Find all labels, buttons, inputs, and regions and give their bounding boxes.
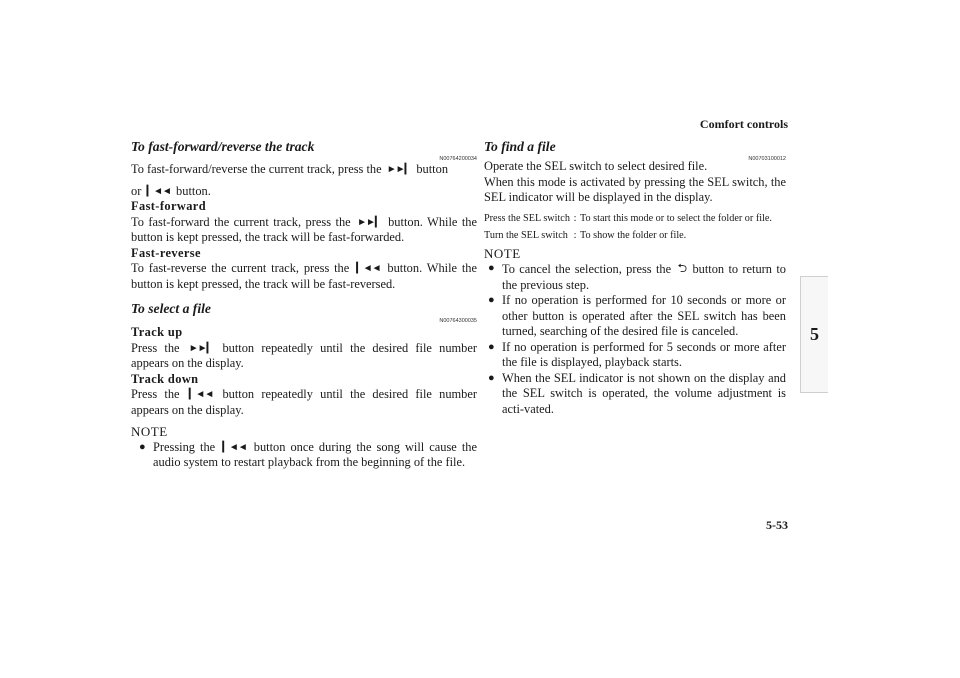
text-run: button. While the button is kept pressed, the track will be fast-reversed. (131, 261, 477, 291)
fast-intro-paragraph (131, 162, 477, 199)
section-title-fast: To fast-forward/reverse the track (131, 139, 315, 154)
fast-forward-paragraph (131, 215, 477, 246)
find-section-heading (484, 138, 786, 162)
switch-table (484, 212, 786, 246)
find-intro-1: Operate the SEL switch to select desired file. (484, 159, 708, 173)
text-run: button once during the song will cause the audio system to restart playback from the beginning of the file. (153, 439, 477, 469)
skip-forward-icon: ►►▎ (386, 164, 412, 175)
skip-back-icon: ▎◄◄ (356, 263, 381, 274)
note-list (131, 440, 477, 471)
separator: : (573, 212, 577, 224)
list-item: ● If no operation is performed for 10 seconds or more or other button is operated after the SEL switch has been turned, searching of the desired file is canceled. (484, 293, 786, 340)
text-run: To cancel the selection, press the (502, 262, 672, 276)
subheading-track-up: Track up (131, 325, 183, 339)
list-item (131, 440, 477, 471)
right-column (484, 138, 786, 417)
text-run: Pressing the (153, 439, 216, 454)
track-down-paragraph (131, 387, 477, 418)
section-code: N00764300035 (439, 318, 477, 324)
note-title: NOTE (484, 245, 521, 261)
section-title-select: To select a file (131, 301, 211, 316)
text-run: button repeatedly until the desired file number appears on the display. (131, 387, 477, 417)
subheading-fast-reverse: Fast-reverse (131, 245, 201, 260)
text-run: button repeatedly until the desired file number appears on the display. (131, 340, 477, 370)
note-title: NOTE (131, 424, 168, 439)
track-up-paragraph (131, 341, 477, 372)
skip-back-icon: ▎◄◄ (188, 389, 214, 400)
text-run: To fast-reverse the current track, press the (131, 261, 350, 275)
switch-action: Turn the SEL switch (484, 229, 568, 241)
skip-back-icon: ▎◄◄ (146, 185, 171, 197)
table-row (484, 212, 786, 229)
subheading-track-down: Track down (131, 371, 199, 386)
list-item: ● When the SEL indicator is not shown on the display and the SEL switch is operated, the volume adjustment is acti-vated. (484, 371, 786, 418)
chapter-tab: 5 (800, 276, 828, 393)
section-code: N00703100012 (748, 156, 786, 162)
text-run: To fast-forward the current track, press the (131, 214, 351, 229)
switch-action: Press the SEL switch (484, 212, 570, 224)
table-row (484, 229, 786, 246)
fast-reverse-paragraph (131, 261, 477, 292)
running-header: Comfort controls (699, 117, 788, 131)
list-item (484, 261, 786, 293)
skip-forward-icon: ►►▎ (188, 342, 214, 354)
note-list (484, 261, 786, 417)
switch-result: To start this mode or to select the folder or file. (580, 212, 772, 224)
text-run: button (416, 162, 449, 176)
skip-back-icon: ▎◄◄ (222, 441, 247, 453)
list-item: ● If no operation is performed for 5 seconds or more after the file is displayed, playback starts. (484, 340, 786, 371)
fast-section-heading (131, 138, 477, 162)
select-section-heading (131, 300, 477, 324)
find-intro-2: When this mode is activated by pressing the SEL switch, the SEL indicator will be displayed in the display. (484, 174, 786, 204)
switch-result: To show the folder or file. (580, 229, 687, 241)
text-run: button to return to the previous step. (502, 262, 786, 292)
separator: : (573, 229, 577, 241)
left-column (131, 138, 477, 471)
text-run: button. (176, 183, 211, 198)
text-run: To fast-forward/reverse the current track, press the (131, 162, 382, 176)
text-run: Press the (131, 340, 180, 355)
section-code: N00764200034 (439, 156, 477, 162)
subheading-fast-forward: Fast-forward (131, 199, 206, 213)
return-arrow-icon: ⮌ (677, 261, 687, 275)
text-run: Press the (131, 387, 180, 401)
text-run: or (131, 183, 142, 198)
page-number: 5-53 (766, 518, 788, 532)
text-run: button. While the button is kept pressed, the track will be fast-forwarded. (131, 214, 478, 244)
skip-forward-icon: ►►▎ (357, 216, 382, 228)
section-title-find: To find a file (484, 139, 556, 154)
